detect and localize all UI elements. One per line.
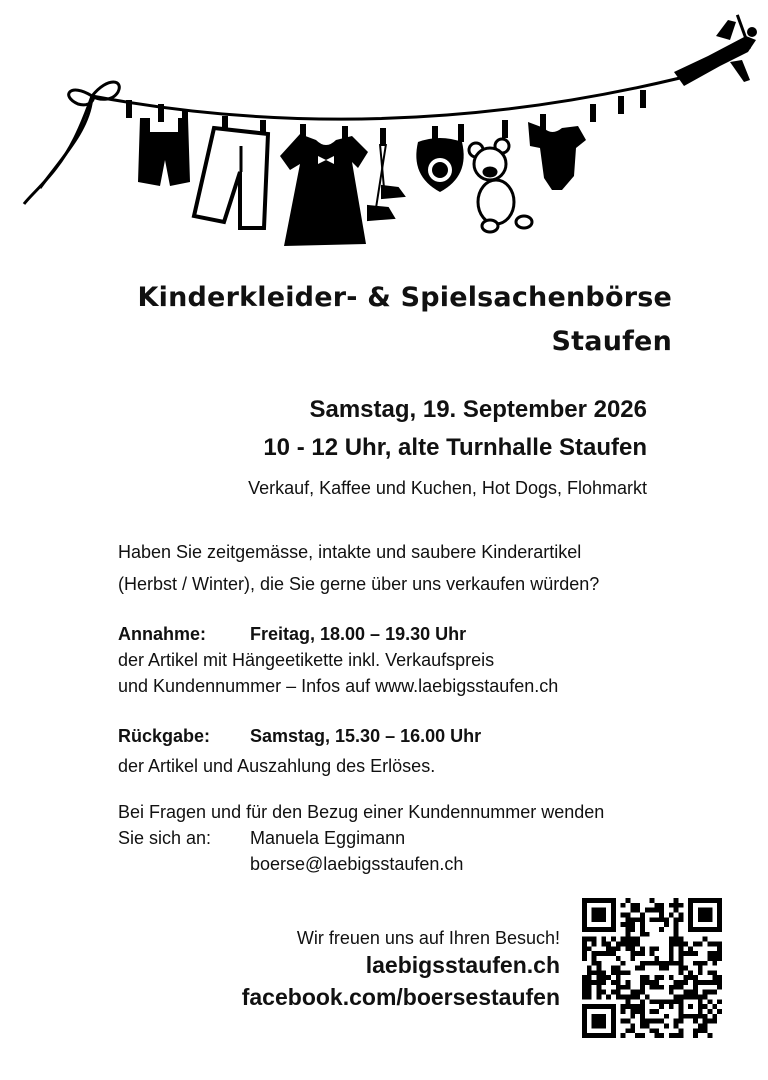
intro-text <box>118 536 599 600</box>
annahme-line-2: und Kundennummer – Infos auf www.laebigsstaufen.ch <box>118 676 559 696</box>
contact-name: Manuela Eggimann <box>250 828 406 848</box>
dress-icon <box>280 134 368 246</box>
airplane-icon <box>674 14 757 86</box>
contact-email[interactable]: boerse@laebigsstaufen.ch <box>250 854 464 874</box>
baby-bodysuit-icon <box>528 122 586 190</box>
footer-facebook[interactable]: facebook.com/boersestaufen <box>241 984 560 1010</box>
rueckgabe-time: Samstag, 15.30 – 16.00 Uhr <box>250 726 482 746</box>
annahme-section <box>118 624 638 702</box>
annahme-label: Annahme: <box>118 624 207 644</box>
qr-code-icon[interactable] <box>582 898 722 1038</box>
event-offer: Verkauf, Kaffee und Kuchen, Hot Dogs, Flohmarkt <box>248 478 647 498</box>
rueckgabe-label: Rückgabe: <box>118 726 211 746</box>
clothesline-illustration <box>0 0 768 260</box>
string-bow-icon <box>24 82 119 204</box>
title-line-1: Kinderkleider- & Spielsachenbörse <box>137 282 672 313</box>
teddy-bear-icon <box>469 139 532 232</box>
overalls-icon <box>138 118 190 186</box>
footer-website[interactable]: laebigsstaufen.ch <box>365 952 560 978</box>
annahme-line-1: der Artikel mit Hängeetikette inkl. Verkaufspreis <box>118 650 495 670</box>
title-line-2: Staufen <box>551 326 672 357</box>
contact-section <box>118 802 678 880</box>
contact-label: Sie sich an: <box>118 828 212 848</box>
annahme-time: Freitag, 18.00 – 19.30 Uhr <box>250 624 467 644</box>
event-date: Samstag, 19. September 2026 <box>309 396 647 423</box>
trousers-icon <box>194 128 268 228</box>
rueckgabe-line-1: der Artikel und Auszahlung des Erlöses. <box>118 756 436 776</box>
contact-line-1: Bei Fragen und für den Bezug einer Kundennummer wenden <box>118 802 605 822</box>
rueckgabe-section <box>118 726 638 782</box>
bib-icon <box>416 138 463 192</box>
intro-line-2: (Herbst / Winter), die Sie gerne über uns verkaufen würden? <box>118 574 600 594</box>
event-time-place: 10 - 12 Uhr, alte Turnhalle Staufen <box>263 434 647 461</box>
baby-shoes-icon <box>368 144 404 220</box>
intro-line-1: Haben Sie zeitgemässe, intakte und saubere Kinderartikel <box>118 542 582 562</box>
footer-greeting: Wir freuen uns auf Ihren Besuch! <box>296 928 560 948</box>
